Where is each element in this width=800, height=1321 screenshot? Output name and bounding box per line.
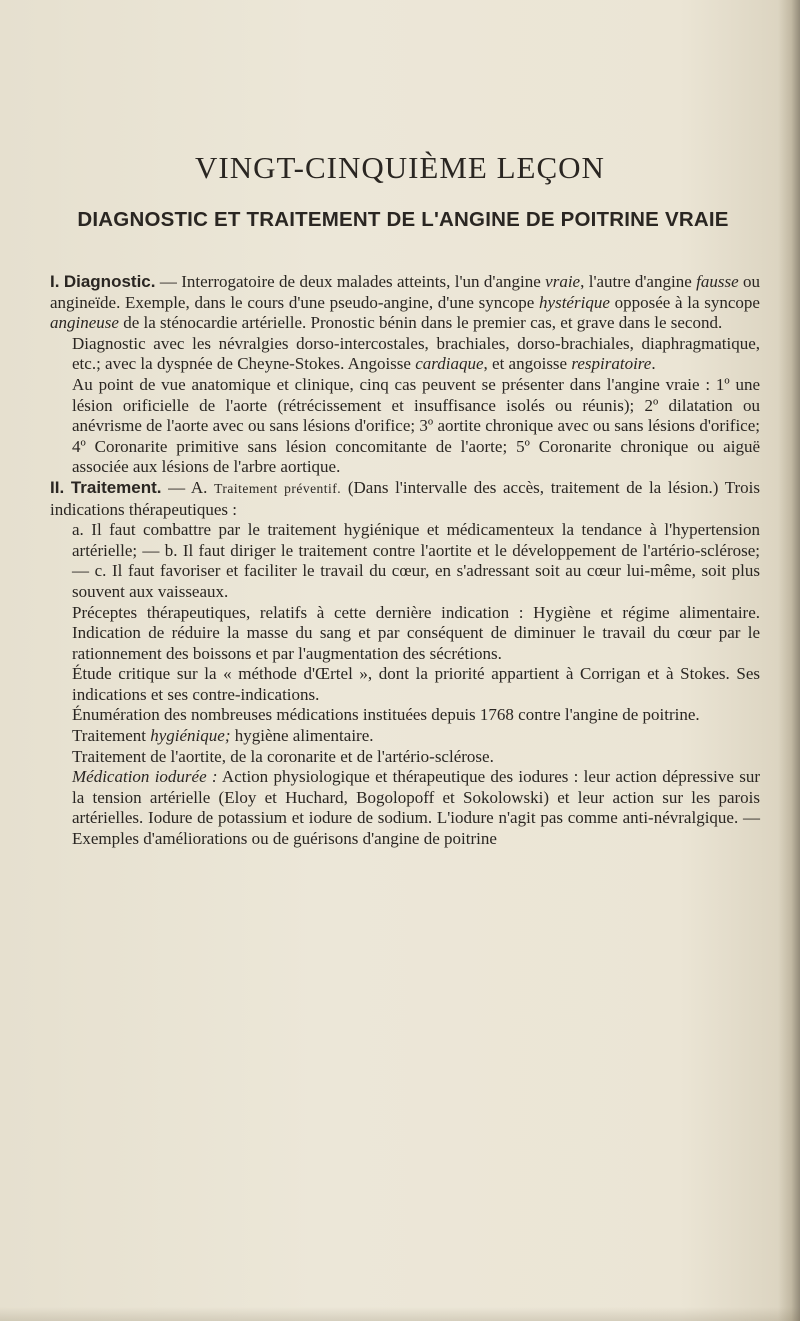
page-edge-shadow (778, 0, 800, 1321)
chapter-title: VINGT-CINQUIÈME LEÇON (195, 150, 605, 185)
italic-term: angineuse (50, 313, 119, 333)
section-heading-traitement: Traitement. (70, 477, 162, 497)
text-run: , l'autre d'angine (580, 272, 697, 291)
text-run: hygiène alimentaire. (230, 726, 374, 746)
section-heading-diagnostic: Diagnostic. (63, 272, 156, 291)
section-number: I. (50, 272, 60, 291)
section-number: II. (50, 477, 65, 497)
text-run: Traitement (72, 726, 151, 746)
small-caps-term: Traitement préventif. (214, 480, 342, 496)
text-run: Diagnostic avec les névralgies dorso-intercostales, brachiales, dorso-brachiales, diaphragmatique, etc.; avec la dyspnée de Cheyne-Stokes. Angoisse (72, 333, 760, 374)
italic-term: hystérique (539, 292, 610, 312)
italic-term: hygiénique; (150, 726, 231, 746)
text-run: — A. (161, 477, 215, 497)
text-run: . (651, 354, 656, 374)
section-diagnostic-paragraph-2 (50, 334, 760, 375)
italic-term: fausse (696, 272, 739, 291)
italic-term: cardiaque (415, 354, 484, 374)
italic-term: vraie (545, 272, 581, 291)
text-run: (Dans l'intervalle des accès, traitement de la lésion.) Trois indications thérapeutiques : (50, 477, 761, 519)
section-traitement-paragraph-3: Préceptes thérapeutiques, relatifs à cette dernière indication : Hygiène et régime alimentaire. Indication de réduire la masse du sang et par conséquent de diminuer le travail du cœur par le rationnement des boissons et par l'augmentation des sécrétions. (72, 602, 760, 663)
text-run: Action physiologique et thérapeutique des iodures : leur action dépressive sur la tension artérielle (Eloy et Huchard, Bogolopoff et Sokolowski) et leur action sur les parois artérielles. Iodure de potassium et iodure de sodium. L'iodure n'agit pas comme anti-névralgique. — Exemples d'améliorations ou de guérisons d'angine de poitrine (72, 767, 760, 849)
section-traitement-paragraph-2: a. Il faut combattre par le traitement hygiénique et médicamenteux la tendance à l'hypertension artérielle; — b. Il faut diriger le traitement contre l'aortite et le développement de l'artério-sclérose; — c. Il faut favoriser et faciliter le travail du cœur, en s'adressant soit au cœur lui-même, soit plus souvent aux vaisseaux. (72, 520, 760, 601)
section-diagnostic-paragraph-3: Au point de vue anatomique et clinique, cinq cas peuvent se présenter dans l'angine vraie : 1º une lésion orificielle de l'aorte (rétrécissement et insuffisance isolés ou réunis); 2º dilatation ou anévrisme de l'aorte avec ou sans lésions d'orifice; 3º aortite chronique avec ou sans lésions d'orifice; 4º Coronarite primitive sans lésion concomitante de l'aorte; 5º Coronarite chronique ou aiguë associée aux lésions de l'arbre aortique. (72, 374, 760, 477)
chapter-summary (50, 272, 760, 850)
text-run: — Interrogatoire de deux malades atteints, l'un d'angine (155, 272, 546, 291)
text-run: de la sténocardie artérielle. Pronostic bénin dans le premier cas, et grave dans le second. (118, 313, 723, 333)
section-traitement-paragraph-6 (50, 726, 760, 747)
section-traitement-paragraph-4: Étude critique sur la « méthode d'Œrtel », dont la priorité appartient à Corrigan et à Stokes. Ses indications et ses contre-indications. (72, 664, 760, 704)
section-traitement-paragraph-8 (50, 767, 760, 849)
section-traitement-paragraph-5: Énumération des nombreuses médications instituées depuis 1768 contre l'angine de poitrine. (72, 705, 700, 725)
chapter-subtitle: DIAGNOSTIC ET TRAITEMENT DE L'ANGINE DE POITRINE VRAIE (77, 208, 729, 231)
text-run: opposée à la syncope (609, 292, 760, 312)
text-run: ou angineïde. Exemple, dans le cours d'une pseudo-angine, d'une syncope (50, 272, 761, 312)
text-run: , et angoisse (483, 354, 572, 374)
section-traitement-paragraph-1 (50, 478, 760, 520)
page-bottom-shadow (0, 1307, 800, 1321)
section-traitement-paragraph-7: Traitement de l'aortite, de la coronarite et de l'artério-sclérose. (72, 746, 494, 766)
italic-term: Médication iodurée : (72, 767, 218, 787)
italic-term: respiratoire (571, 354, 652, 374)
section-diagnostic-paragraph-1 (50, 272, 760, 334)
